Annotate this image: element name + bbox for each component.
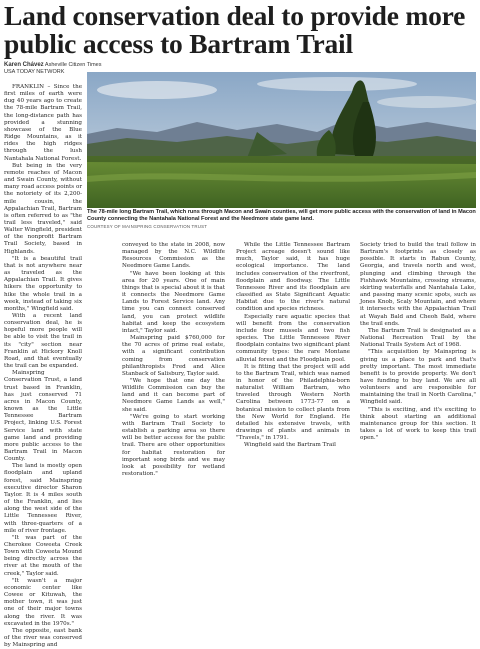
paragraph: FRANKLIN – Since the first miles of earth were dug 40 years ago to create the 78-mile Bartram Trail, the long-distance path has provided a stunning showcase of the Blue Ridge Mountains, as it rides the high ridges through the lush Nantahala National Forest.	[4, 84, 82, 162]
paragraph: The land is mostly open floodplain and upland forest, said Mainspring executive director Sharon Taylor. It is 4 miles south of the Franklin, and lies along the west side of the Little Tennessee River, with three-quarters of a mile of river frontage.	[4, 463, 82, 534]
paragraph: "This acquisition by Mainspring is giving us a place to park and that's pretty important. The most immediate benefit is to provide property. We don't have funding to buy land. We are all volunteers and are responsible for maintaining the trail in North Carolina," Wingfield said.	[360, 349, 476, 406]
photo-credit: COURTESY OF MAINSPRING CONSERVATION TRUST	[87, 224, 208, 229]
article-column-2	[122, 242, 225, 478]
headline: Land conservation deal to provide more public access to Bartram Trail	[4, 0, 466, 59]
photo-caption: The 78-mile long Bartram Trail, which runs through Macon and Swain counties, will get more public access with the conservation of land in Macon County connecting the Nantahala National Forest and the Needmore state game land.	[87, 209, 476, 222]
author-name: Karen Chávez	[4, 62, 44, 68]
landscape-photo-image	[87, 72, 476, 208]
paragraph: It is fitting that the project will add to the Bartram Trail, which was named in honor of the Philadelphia-born naturalist William Bartram, who traveled through Western North Carolina between 1773-77 on a botanical mission to collect plants from the New World for England. He detailed his extensive travels, with drawings of plants and animals in "Travels," in 1791.	[236, 363, 350, 442]
paragraph: Wingfield said the Bartram Trail	[244, 442, 336, 449]
paragraph: "It is a beautiful trail that is not anywhere near as traveled as the Appalachian Trail. It gives hikers the opportunity to hike the whole trail in a week, instead of taking six months," Wingfield said.	[4, 255, 82, 312]
paragraph: But being in the very remote reaches of Macon and Swain County, without many road access points or the notoriety of its 2,200-mile cousin, the Appalachian Trail, Bartram is often referred to as "the trail less traveled," said Walter Wingfield, president of the nonprofit Bartram Trail Society, based in Highlands.	[4, 162, 82, 255]
paragraph: Mainspring paid $760,000 for the 70 acres of prime real estate, with a significant contribution coming from conservation philanthropists Fred and Alice Stanback of Salisbury, Taylor said.	[122, 335, 225, 377]
landscape-photo	[87, 72, 476, 208]
article-column-3	[236, 242, 350, 478]
paragraph: conveyed to the state in 2008, now managed by the N.C. Wildlife Resources Commission as the Needmore Game Lands.	[122, 242, 225, 270]
paragraph: "This is exciting, and it's exciting to think about starting an additional maintenance group for this section. It takes a lot of work to keep this trail open."	[360, 406, 476, 442]
paragraph: The opposite, east bank of the river was conserved by Mainspring and	[4, 627, 82, 649]
author-outlet: Asheville Citizen Times	[44, 62, 102, 68]
paragraph: The Bartram Trail is designated as a National Recreation Trail by the National Trails System Act of 1968.	[360, 327, 476, 349]
paragraph: "It was part of the Cherokee Coweeta Creek Town with Coweeta Mound being directly across the river at the mouth of the creek," Taylor said.	[4, 534, 82, 577]
paragraph: Mainspring Conservation Trust, a land trust based in Franklin, has just conserved 71 acres in Macon County, known as the Little Tennessee Bartram Project, linking U.S. Forest Service land with state game land and providing more public access to the Bartram Trail in Macon County.	[4, 370, 82, 463]
article-column-1	[4, 84, 82, 649]
paragraph: "We have been looking at this area for 20 years. One of main things that is special about it is that it connects the Needmore Game Lands to Forest Service land. Any time you can connect conserved land, you can protect wildlife habitat and keep the ecosystem intact," Taylor said.	[122, 270, 225, 334]
paragraph: "We're going to start working with Bartram Trail Society to establish a parking area so there will be better access for the public trail. There are other opportunities for habitat restoration for important song birds and we may look at possibility for wetland restoration."	[122, 413, 225, 477]
paragraph: Society tried to build the trail follow in Bartram's footprints as closely as possible. It starts in Rabun County, Georgia, and travels north and west, plunging and climbing through the Fishhawk Mountains, crossing streams, skirting waterfalls and Nantahala Lake, and passing many scenic spots, such as Jones Knob, Scaly Mountain, and where it intersects with the Appalachian Trail at Wayah Bald and Cheoh Bald, where the trail ends.	[360, 242, 476, 327]
paragraph: "It wasn't a major economic center like Cowee or Kituwah, the mother town, it was just one of their major towns along the river. It was excavated in the 1970s."	[4, 577, 82, 627]
paragraph: With a recent land conservation deal, he is hopeful more people will be able to visit the trail in its "city" section near Franklin at Hickory Knoll Road, and that eventually the trail can be expanded.	[4, 313, 82, 370]
network-name: USA TODAY NETWORK	[4, 68, 65, 75]
paragraph: "We hope that one day the Wildlife Commission can buy the land and it can become part of Needmore Game Lands as well," she said.	[122, 377, 225, 413]
paragraph: Especially rare aquatic species that will benefit from the conservation include four mussels and two fish species. The Little Tennessee River floodplain contains two significant plant community types: the rare Montane alluvial forest and the Floodplain pool.	[236, 313, 350, 363]
paragraph: While the Little Tennessee Bartram Project acreage doesn't sound like much, Taylor said, it has huge ecological importance. The land includes conservation of the riverfront, floodplain and floodway. The Little Tennessee River and its floodplain are classified as State Significant Aquatic Habitat due to the river's natural condition and species richness.	[236, 242, 350, 313]
article-column-4	[360, 242, 476, 478]
